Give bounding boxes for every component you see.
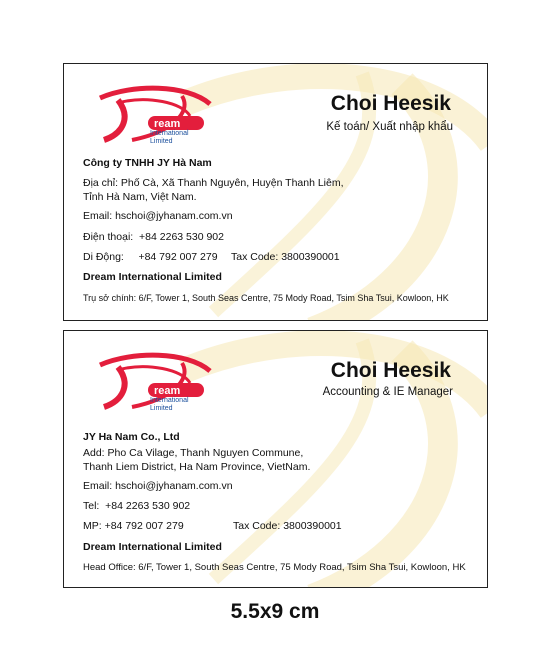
mobile-line: MP: +84 792 007 279 <box>83 520 184 532</box>
company-name: Công ty TNHH JY Hà Nam <box>83 157 212 169</box>
person-title: Accounting & IE Manager <box>322 386 453 398</box>
group-company: Dream International Limited <box>83 271 222 283</box>
head-office: Trụ sở chính: 6/F, Tower 1, South Seas Centre, 75 Mody Road, Tsim Sha Tsui, Kowloon, HK <box>83 293 449 303</box>
person-name: Choi Heesik <box>330 359 451 382</box>
address-line-2: Tỉnh Hà Nam, Việt Nam. <box>83 191 197 203</box>
address-line-1: Địa chỉ: Phố Cà, Xã Thanh Nguyên, Huyện Thanh Liêm, <box>83 177 344 189</box>
logo-subtitle: International Limited <box>150 397 189 412</box>
group-company: Dream International Limited <box>83 541 222 553</box>
address-line-1: Add: Pho Ca Vilage, Thanh Nguyen Commune, <box>83 447 304 459</box>
business-card-english <box>63 330 488 588</box>
logo-word: ream <box>154 385 181 397</box>
phone-line: Điện thoại: +84 2263 530 902 <box>83 231 224 243</box>
person-name: Choi Heesik <box>330 92 451 115</box>
card-size-label: 5.5x9 cm <box>230 600 320 623</box>
mobile-line: Di Động: +84 792 007 279 <box>83 251 218 263</box>
person-title: Kế toán/ Xuất nhập khẩu <box>326 121 453 133</box>
business-card-vietnamese <box>63 63 488 321</box>
head-office: Head Office: 6/F, Tower 1, South Seas Centre, 75 Mody Road, Tsim Sha Tsui, Kowloon, HK <box>83 562 466 573</box>
address-line-2: Thanh Liem District, Ha Nam Province, VietNam. <box>83 461 311 473</box>
tax-code: Tax Code: 3800390001 <box>231 251 340 263</box>
phone-line: Tel: +84 2263 530 902 <box>83 500 191 512</box>
email-line: Email: hschoi@jyhanam.com.vn <box>83 480 233 492</box>
company-name: JY Ha Nam Co., Ltd <box>83 431 180 443</box>
email-line: Email: hschoi@jyhanam.com.vn <box>83 210 233 222</box>
tax-code: Tax Code: 3800390001 <box>233 520 342 532</box>
logo-subtitle: International Limited <box>150 130 189 145</box>
logo-word: ream <box>154 118 181 130</box>
